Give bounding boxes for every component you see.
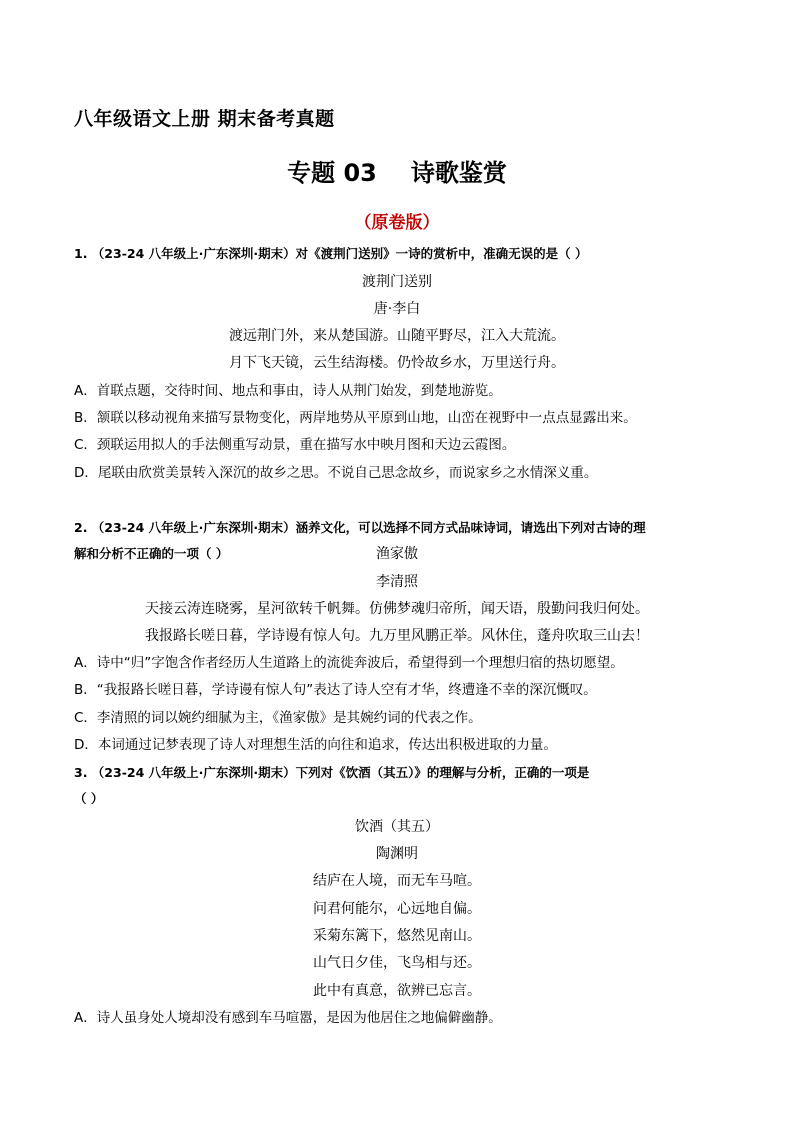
question-1-option-c: C．颈联运用拟人的手法侧重写动景，重在描写水中映月图和天边云霞图。 bbox=[74, 437, 516, 453]
question-3-poem-line: 山气日夕佳，飞鸟相与还。 bbox=[313, 955, 481, 971]
question-1-poem-author: 唐·李白 bbox=[373, 301, 421, 317]
title-topic-number: 专题 03 bbox=[287, 159, 377, 187]
question-1-poem-title: 渡荆门送别 bbox=[362, 274, 432, 290]
question-2-poem-title: 渔家傲 bbox=[376, 546, 418, 562]
question-2-poem-line: 我报路长嗟日暮，学诗谩有惊人句。九万里风鹏正举。风休住，蓬舟吹取三山去！ bbox=[145, 628, 649, 644]
question-2-poem-line: 天接云涛连晓雾，星河欲转千帆舞。仿佛梦魂归帝所，闻天语，殷勤问我归何处。 bbox=[145, 601, 649, 617]
question-3-poem-title: 饮酒（其五） bbox=[355, 819, 439, 835]
question-2-stem-line-2: 解和分析不正确的一项（ ） bbox=[74, 546, 229, 561]
question-2-stem-line-1: 2. （23-24 八年级上·广东深圳·期末）涵养文化，可以选择不同方式品味诗词，请选出下列对古诗的理 bbox=[74, 520, 646, 535]
question-1-poem-line: 月下飞天镜，云生结海楼。仍怜故乡水，万里送行舟。 bbox=[229, 355, 565, 371]
page-title bbox=[0, 153, 794, 188]
title-topic-name: 诗歌鉴赏 bbox=[410, 159, 507, 187]
question-3-poem-line: 此中有真意，欲辨已忘言。 bbox=[313, 983, 481, 999]
question-3-poem-author: 陶渊明 bbox=[376, 846, 418, 862]
question-1-option-a: A．首联点题，交待时间、地点和事由，诗人从荆门始发，到楚地游览。 bbox=[74, 383, 502, 399]
question-1-option-d: D．尾联由欣赏美景转入深沉的故乡之思。不说自己思念故乡，而说家乡之水情深义重。 bbox=[74, 465, 598, 481]
document-header: 八年级语文上册 期末备考真题 bbox=[74, 108, 335, 130]
question-2-option-b: B．“我报路长嗟日暮，学诗谩有惊人句”表达了诗人空有才华，终遭逢不幸的深沉慨叹。 bbox=[74, 682, 597, 698]
question-1-stem: 1. （23-24 八年级上·广东深圳·期末）对《渡荆门送别》一诗的赏析中，准确无误的是（ ） bbox=[74, 246, 588, 261]
question-1-poem-line: 渡远荆门外，来从楚国游。山随平野尽，江入大荒流。 bbox=[229, 328, 565, 344]
question-2-option-a: A．诗中“归”字饱含作者经历人生道路上的流徙奔波后，希望得到一个理想归宿的热切愿望。 bbox=[74, 655, 624, 671]
page-subtitle: （原卷版） bbox=[354, 213, 440, 233]
question-2-option-d: D．本词通过记梦表现了诗人对理想生活的向往和追求，传达出积极进取的力量。 bbox=[74, 737, 557, 753]
question-3-option-a: A．诗人虽身处人境却没有感到车马喧嚣，是因为他居住之地偏僻幽静。 bbox=[74, 1010, 502, 1026]
question-3-stem-line-1: 3. （23-24 八年级上·广东深圳·期末）下列对《饮酒（其五）》的理解与分析，正确的一项是 bbox=[74, 765, 590, 780]
question-3-stem-line-2: （ ） bbox=[74, 791, 104, 806]
question-3-poem-line: 结庐在人境，而无车马喧。 bbox=[313, 873, 481, 889]
question-1-option-b: B．颔联以移动视角来描写景物变化，两岸地势从平原到山地，山峦在视野中一点点显露出来。 bbox=[74, 410, 637, 426]
question-2-poem-author: 李清照 bbox=[376, 574, 418, 590]
question-2-option-c: C．李清照的词以婉约细腻为主，《渔家傲》是其婉约词的代表之作。 bbox=[74, 710, 482, 726]
question-3-poem-line: 问君何能尔，心远地自偏。 bbox=[313, 901, 481, 917]
question-3-poem-line: 采菊东篱下，悠然见南山。 bbox=[313, 928, 481, 944]
